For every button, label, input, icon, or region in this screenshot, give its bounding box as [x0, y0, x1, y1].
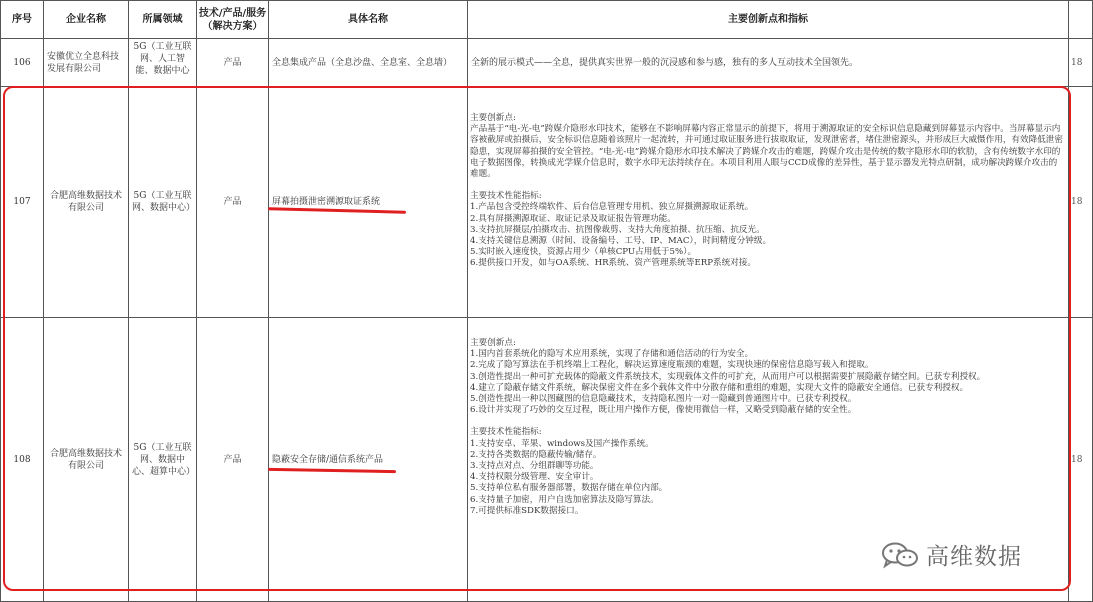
performance-line: 4.支持权限分级管理、安全审计。 — [470, 472, 599, 483]
edge-value: 18 — [1069, 318, 1093, 602]
product-name — [269, 39, 468, 87]
innovation-line: 产品基于“电-光-电”跨媒介隐形水印技术，能够在不影响屏幕内容正常显示的前提下，将用于溯源取证的安全标识信息隐藏到屏幕显示内容中。当屏幕显示内容被截屏或拍摄后，安全标识信息随着该照片一起流转，并可通过取证服务进行拔取取证，发现泄密者，堵住泄密源头，并形成巨大威慑作用，有效降低泄密隐患，实现屏幕拍摄的安全管控。“电-光-电”跨媒介隐形水印技术解决了跨媒介攻击的难题，跨媒介攻击是传统的数字隐形水印的软肋，含有传统数字水印的电子数据图像，转换成光学媒介信息时，数字水印无法持续存在。本项目利用人眼与CCD成像的差异性，基于显示器发光特点研制，成功解决跨媒介攻击的难题。 — [470, 124, 1063, 180]
performance-line: 5.支持单位私有服务器部署，数据存储在单位内部。 — [470, 483, 668, 494]
performance-line: 6.提供接口开发，如与OA系统、HR系统、资产管理系统等ERP系统对接。 — [470, 258, 756, 269]
performance-line: 1.支持安卓、苹果、windows及国产操作系统。 — [470, 438, 654, 449]
field — [129, 87, 197, 318]
header-type: 技术/产品/服务 （解决方案） — [197, 1, 269, 39]
row-number: 107 — [1, 87, 44, 318]
innovation-heading: 主要创新点: — [470, 113, 516, 123]
field — [129, 318, 197, 602]
table-row — [1, 39, 1093, 87]
performance-heading: 主要技术性能指标: — [470, 191, 542, 202]
header-edge — [1069, 1, 1093, 39]
company-name — [44, 318, 129, 602]
company-name — [44, 87, 129, 318]
product-name-text: 隐蔽安全存储/通信系统产品 — [272, 454, 384, 465]
performance-line: 4.支持关键信息溯源（时间、设备编号、工号、IP、MAC），时间精度分钟级。 — [470, 236, 772, 247]
performance-line: 3.支持点对点、分组群聊等功能。 — [470, 461, 599, 472]
header-innovation: 主要创新点和指标 — [468, 1, 1069, 39]
wechat-icon — [880, 541, 920, 569]
innovation-detail — [468, 87, 1069, 318]
product-name — [269, 87, 468, 318]
row-number: 108 — [1, 318, 44, 602]
header-field: 所属领域 — [129, 1, 197, 39]
innovation-block — [468, 318, 1068, 521]
row-number: 106 — [1, 39, 44, 87]
company-name-text: 安徽优立全息科技发展有限公司 — [47, 51, 120, 74]
header-no: 序号 — [1, 1, 44, 39]
company-name-text: 合肥高维数据技术有限公司 — [49, 448, 122, 471]
edge-value: 18 — [1069, 87, 1093, 318]
innovation-line: 1.国内首套系统化的隐写术应用系统，实现了存储和通信活动的行为安全。 — [470, 349, 754, 360]
edge-value: 18 — [1069, 39, 1093, 87]
innovation-detail — [468, 39, 1069, 87]
watermark — [880, 538, 1022, 571]
table-header-row — [1, 1, 1093, 39]
watermark-text: 高维数据 — [926, 544, 1022, 570]
innovation-block — [468, 87, 1068, 274]
performance-line: 1.产品包含受控终端软件、后台信息管理专用机、独立屏摄溯源取证系统。 — [470, 202, 754, 213]
performance-line: 3.支持抗屏摄层/拍摄攻击、抗图像裁剪、支持大角度拍摄、抗压缩、抗反光。 — [470, 224, 765, 235]
field — [129, 39, 197, 87]
product-name-text: 屏幕拍摄泄密溯源取证系统 — [272, 197, 381, 207]
solution-type: 产品 — [197, 87, 269, 318]
performance-heading: 主要技术性能指标: — [470, 427, 542, 438]
performance-line: 2.具有屏摄溯源取证、取证记录及取证报告管理功能。 — [470, 213, 676, 224]
innovation-text: 全新的展示模式——全息，提供真实世界一般的沉浸感和参与感，独有的多人互动技术全国领先。 — [471, 57, 859, 68]
innovation-line: 3.创造性提出一种可扩充载体的隐蔽文件系统技术，实现载体文件的可扩充，从而用户可以根据需要扩展隐蔽存储空间。已获专利授权。 — [470, 371, 986, 382]
company-name-text: 合肥高维数据技术有限公司 — [49, 191, 122, 213]
innovation-line: 4.建立了隐蔽存储文件系统，解决保密文件在多个载体文件中分散存储和重组的难题，实现大文件的隐蔽安全通信。已获专利授权。 — [470, 382, 969, 393]
company-name — [44, 39, 129, 87]
table-row — [1, 87, 1093, 318]
field-text: 5G（工业互联网、数据中心） — [132, 191, 196, 213]
innovation-line: 2.完成了隐写算法在手机终端上工程化，解决运算速度瓶颈的难题，实现快速的保密信息隐写载入和提取。 — [470, 360, 874, 371]
solution-type: 产品 — [197, 318, 269, 602]
performance-line: 2.支持各类数据的隐蔽传输/储存。 — [470, 449, 602, 460]
performance-line: 7.可提供标准SDK数据接口。 — [470, 505, 584, 516]
innovation-heading: 主要创新点: — [470, 338, 516, 348]
field-text: 5G（工业互联网、人工智能、数据中心 — [133, 42, 192, 76]
header-name: 具体名称 — [269, 1, 468, 39]
header-company: 企业名称 — [44, 1, 129, 39]
product-name-text: 全息集成产品（全息沙盘、全息室、全息墙） — [272, 57, 453, 68]
innovation-line: 5.创造性提出一种以图藏图的信息隐藏技术，支持隐私图片一对一隐藏到普通图片中。已获专利授权。 — [470, 394, 857, 405]
product-name — [269, 318, 468, 602]
performance-line: 6.支持量子加密，用户自选加密算法及隐写算法。 — [470, 494, 659, 505]
solution-type: 产品 — [197, 39, 269, 87]
innovation-line: 6.设计并实现了巧妙的交互过程，既让用户操作方便，像使用微信一样，又略受到隐蔽存储的安全性。 — [470, 405, 857, 416]
field-text: 5G（工业互联网、数据中心、超算中心） — [132, 442, 196, 477]
performance-line: 5.实时嵌入速度快，资源占用少（单核CPU占用低于5%）。 — [470, 247, 697, 258]
